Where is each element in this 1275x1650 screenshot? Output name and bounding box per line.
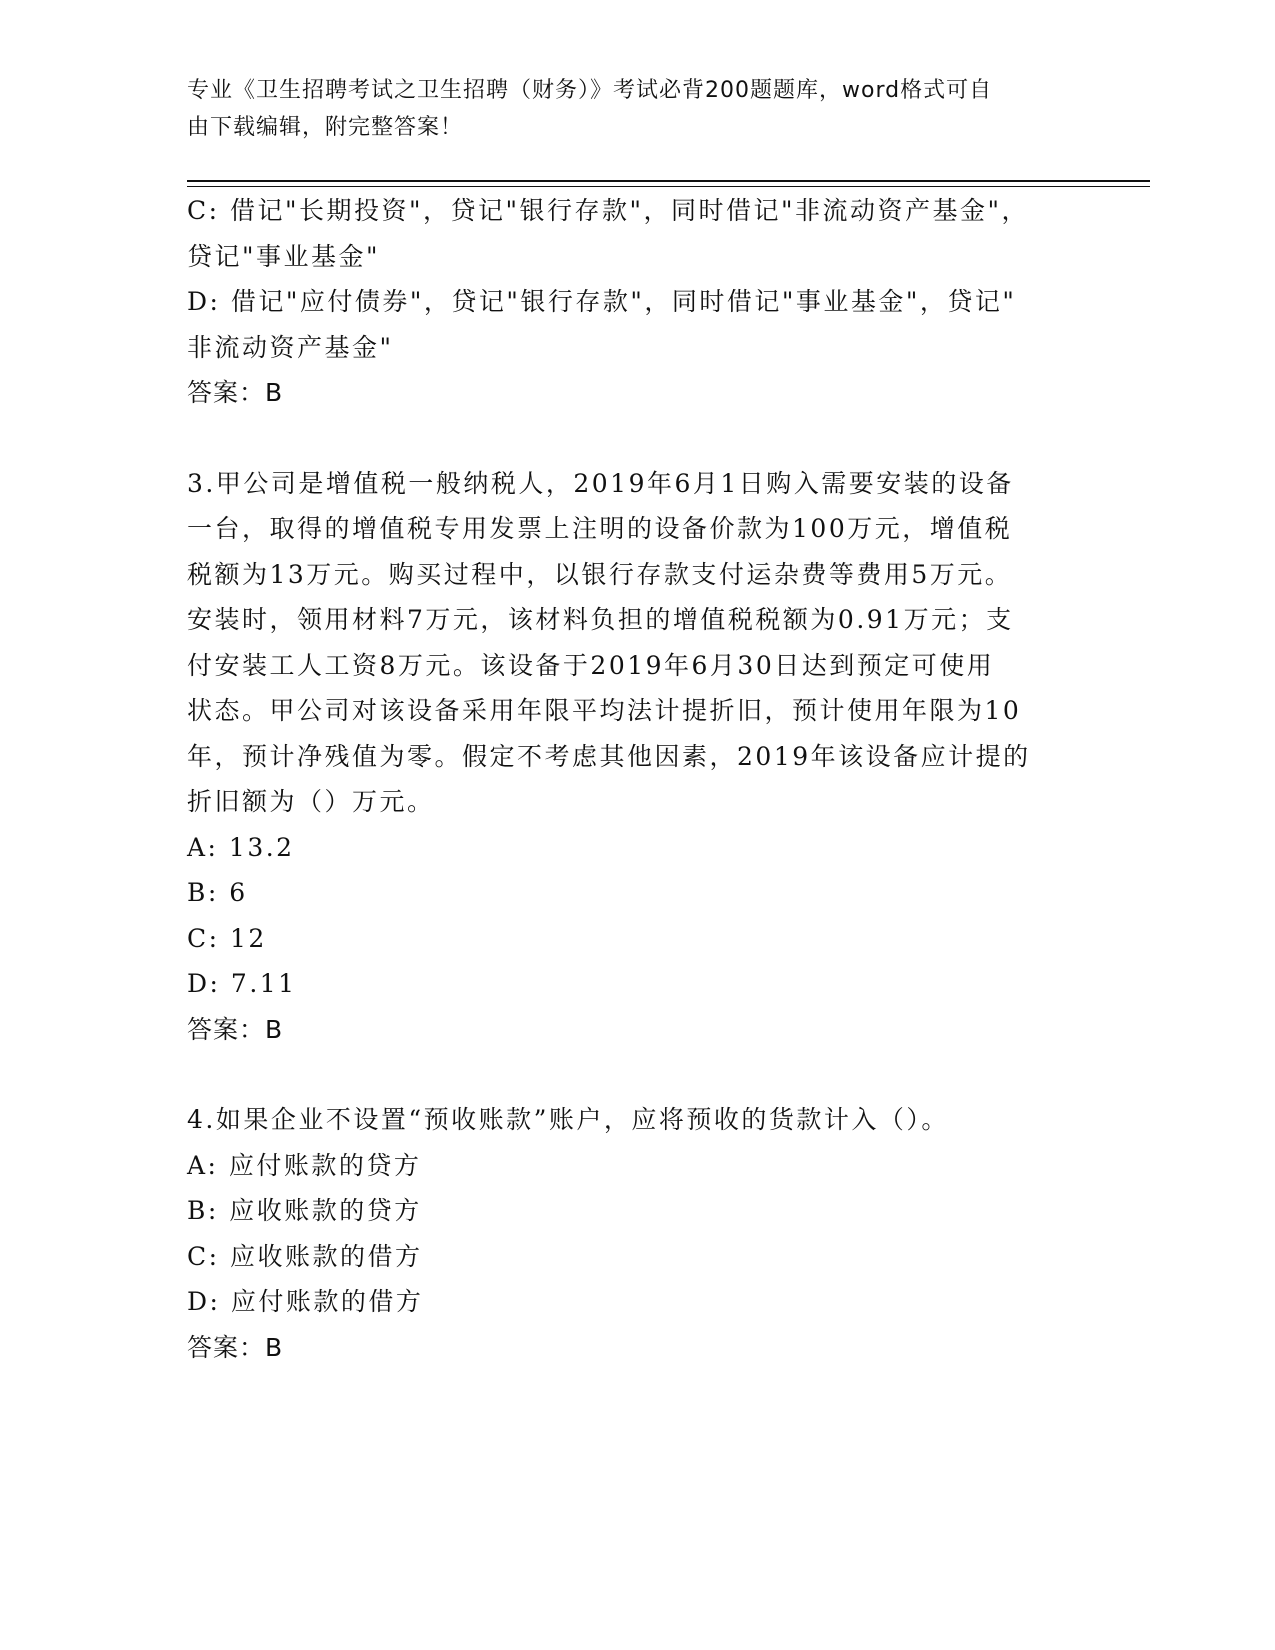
- question-stem: 4.如果企业不设置“预收账款”账户，应将预收的货款计入（）。: [187, 1105, 949, 1134]
- option-c: C: 应收账款的借方: [187, 1241, 423, 1271]
- question-2-continued: [187, 188, 1067, 416]
- option-d-line-1: D: 借记"应付债券"，贷记"银行存款"，同时借记"事业基金"，贷记": [187, 287, 1017, 316]
- question-3: [187, 461, 1067, 1053]
- document-header: [187, 72, 1067, 146]
- spacer: [187, 1052, 1067, 1097]
- spacer: [187, 416, 1067, 461]
- option-d-line-2: 非流动资产基金": [187, 332, 394, 362]
- question-stem-line: 3.甲公司是增值税一般纳税人，2019年6月1日购入需要安装的设备: [187, 468, 1014, 498]
- header-line-2: 由下载编辑，附完整答案！: [187, 115, 464, 140]
- question-stem-line: 状态。甲公司对该设备采用年限平均法计提折旧，预计使用年限为10: [187, 696, 1022, 725]
- answer-line: 答案：B: [187, 1332, 284, 1362]
- header-divider-thin: [187, 186, 1150, 187]
- question-stem-line: 安装时，领用材料7万元，该材料负担的增值税税额为0.91万元；支: [187, 605, 1014, 634]
- option-b: B: 6: [187, 878, 248, 907]
- option-d: D: 7.11: [187, 969, 297, 998]
- option-a: A: 应付账款的贷方: [187, 1150, 422, 1180]
- option-d: D: 应付账款的借方: [187, 1287, 424, 1316]
- question-stem-line: 税额为13万元。购买过程中，以银行存款支付运杂费等费用5万元。: [187, 559, 1013, 589]
- question-stem-line: 年，预计净残值为零。假定不考虑其他因素，2019年该设备应计提的: [187, 741, 1031, 771]
- option-c-line-1: C: 借记"长期投资"，贷记"银行存款"，同时借记"非流动资产基金"，: [187, 196, 1029, 225]
- answer-line: 答案：B: [187, 1014, 284, 1044]
- question-4: [187, 1097, 1067, 1370]
- option-c-line-2: 贷记"事业基金": [187, 241, 380, 271]
- question-stem-line: 折旧额为（）万元。: [187, 787, 435, 816]
- option-c: C: 12: [187, 923, 267, 953]
- question-stem-line: 一台，取得的增值税专用发票上注明的设备价款为100万元，增值税: [187, 514, 1013, 543]
- question-stem-line: 付安装工人工资8万元。该设备于2019年6月30日达到预定可使用: [187, 650, 995, 680]
- header-line-1: 专业《卫生招聘考试之卫生招聘（财务）》考试必背200题题库，word格式可自: [187, 78, 993, 103]
- option-b: B: 应收账款的贷方: [187, 1196, 422, 1225]
- document-body: [187, 188, 1067, 1370]
- header-divider-thick: [187, 180, 1150, 182]
- option-a: A: 13.2: [187, 832, 295, 862]
- answer-line: 答案：B: [187, 378, 284, 407]
